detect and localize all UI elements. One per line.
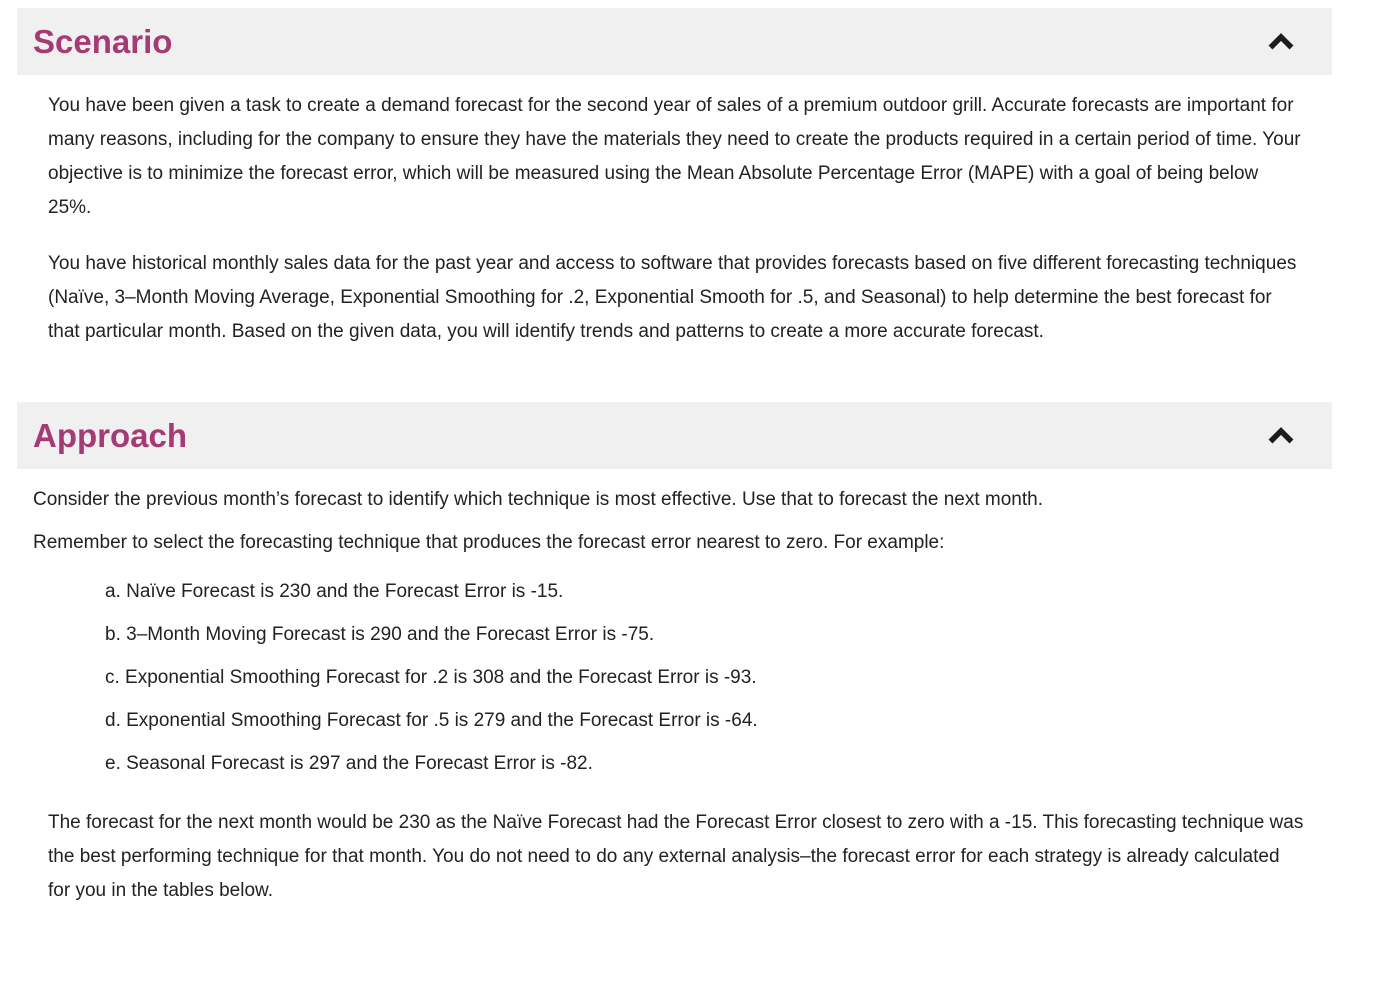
scenario-body [17, 75, 1332, 375]
scenario-title: Scenario [33, 23, 173, 60]
approach-intro-paragraph: Consider the previous month’s forecast to identify which technique is most effective. Use that to forecast the next month. [33, 489, 1043, 510]
approach-body [17, 469, 1332, 912]
scenario-collapse-button[interactable] [1266, 30, 1296, 54]
example-item-c: c. Exponential Smoothing Forecast for .2 is 308 and the Forecast Error is -93. [105, 667, 757, 688]
approach-collapse-button[interactable] [1266, 424, 1296, 448]
approach-section [17, 402, 1332, 912]
approach-header[interactable] [17, 402, 1332, 469]
example-item-a: a. Naïve Forecast is 230 and the Forecast Error is -15. [105, 581, 564, 602]
scenario-header[interactable] [17, 8, 1332, 75]
chevron-up-icon [1266, 30, 1296, 54]
scenario-section [17, 8, 1332, 375]
example-item-d: d. Exponential Smoothing Forecast for .5 is 279 and the Forecast Error is -64. [105, 710, 758, 731]
approach-title: Approach [33, 417, 188, 454]
approach-instruction-paragraph: Remember to select the forecasting technique that produces the forecast error nearest to zero. For example: [33, 532, 945, 553]
example-item-b: b. 3–Month Moving Forecast is 290 and the Forecast Error is -75. [105, 624, 655, 645]
example-item-e: e. Seasonal Forecast is 297 and the Forecast Error is -82. [105, 753, 593, 774]
scenario-paragraph-2: You have historical monthly sales data for the past year and access to software that provides forecasts based on five different forecasting techniques (Naïve, 3–Month Moving Average, Exponential Smoothing for .2, Exponential Smooth for .5, and Seasonal) to help determine the best forecast for that particular month. Based on the given data, you will identify trends and patterns to create a more accurate forecast. [48, 253, 1297, 342]
forecast-examples-list [33, 575, 1306, 781]
approach-conclusion-paragraph: The forecast for the next month would be 230 as the Naïve Forecast had the Forecast Error closest to zero with a -15. This forecasting technique was the best performing technique for that month. You do not need to do any external analysis–the forecast error for each strategy is already calculated for you in the tables below. [48, 812, 1304, 901]
scenario-paragraph-1: You have been given a task to create a demand forecast for the second year of sales of a premium outdoor grill. Accurate forecasts are important for many reasons, including for the company to ensure they have the materials they need to create the products required in a certain period of time. Your objective is to minimize the forecast error, which will be measured using the Mean Absolute Percentage Error (MAPE) with a goal of being below 25%. [48, 95, 1301, 218]
chevron-up-icon [1266, 424, 1296, 448]
